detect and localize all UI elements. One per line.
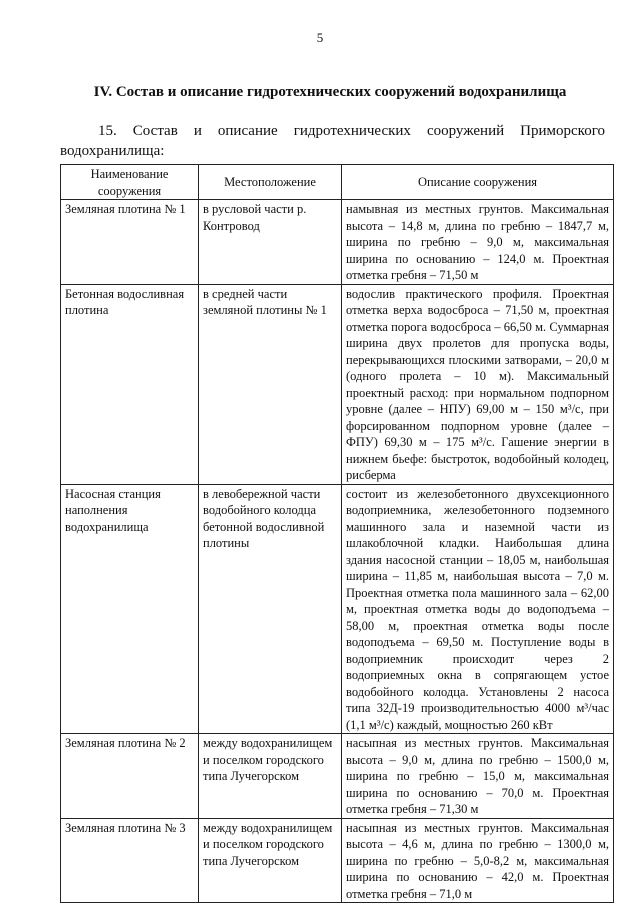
- structure-description: состоит из железобетонного двухсекционного водоприемника, железобетонного подземного машинного зала и наземной части из шлакоблочной кладки. Наибольшая длина здания насосной станции – 18,05 м, наибольшая ширина – 11,85 м, наибольшая высота – 7,0 м. Проектная отметка пола машинного зала – 62,00 м, проектная отметка воды до водоподъема – 58,00 м, проектная отметка воды после водоподъема – 69,50 м. Поступление воды в водоприемник происходит через 2 водоприемных окна в сопрягающем устое водобойного колодца. Установлены 2 насоса типа 32Д-19 производительностью 4000 м³/час (1,1 м³/с) каждый, мощностью 260 кВт: [342, 484, 614, 734]
- intro-text: 15. Состав и описание гидротехнических сооружений Приморского водохранилища:: [60, 123, 605, 159]
- structure-name: Бетонная водосливная плотина: [61, 284, 199, 484]
- intro-paragraph: [60, 121, 605, 161]
- table-body: [61, 200, 614, 903]
- structure-description: насыпная из местных грунтов. Максимальная высота – 4,6 м, длина по гребню – 1300,0 м, ширина по гребню – 5,0-8,2 м, максимальная ширина по основанию – 42,0 м. Проектная отметка гребня – 71,0 м: [342, 818, 614, 903]
- table-row: [61, 200, 614, 285]
- section-title: IV. Состав и описание гидротехнических сооружений водохранилища: [93, 84, 567, 100]
- table-row: [61, 734, 614, 819]
- table-header-row: [61, 165, 614, 200]
- structures-table: [60, 164, 614, 903]
- structure-name: Насосная станция наполнения водохранилища: [61, 484, 199, 734]
- table-row: [61, 284, 614, 484]
- structure-description: водослив практического профиля. Проектная отметка верха водосброса – 71,50 м, проектная отметка порога водосброса – 66,50 м. Суммарная ширина двух пролетов для пропуска воды, перекрывающихся плоскими затворами, – 20,0 м (одного пролета – 10 м). Максимальный проектный расход: при нормальном подпорном уровне (далее – НПУ) 69,00 м – 150 м³/с, при форсированном подпорном уровне (далее – ФПУ) 69,30 м – 175 м³/с. Гашение энергии в нижнем бьефе: быстроток, водобойный колодец, рисберма: [342, 284, 614, 484]
- header-name: Наименование сооружения: [61, 165, 199, 200]
- structure-name: Земляная плотина № 3: [61, 818, 199, 903]
- structure-name: Земляная плотина № 2: [61, 734, 199, 819]
- structure-location: в средней части земляной плотины № 1: [199, 284, 342, 484]
- header-description: Описание сооружения: [342, 165, 614, 200]
- header-location: Местоположение: [199, 165, 342, 200]
- structure-location: в левобережной части водобойного колодца бетонной водосливной плотины: [199, 484, 342, 734]
- page-number: 5: [316, 30, 324, 45]
- table-row: [61, 484, 614, 734]
- structure-description: намывная из местных грунтов. Максимальная высота – 14,8 м, длина по гребню – 1847,7 м, ширина по гребню – 9,0 м, максимальная ширина по основанию – 124,0 м. Проектная отметка гребня – 71,50 м: [342, 200, 614, 285]
- structure-name: Земляная плотина № 1: [61, 200, 199, 285]
- structure-location: между водохранилищем и поселком городского типа Лучегорском: [199, 818, 342, 903]
- structure-location: между водохранилищем и поселком городского типа Лучегорском: [199, 734, 342, 819]
- structure-location: в русловой части р. Контровод: [199, 200, 342, 285]
- structure-description: насыпная из местных грунтов. Максимальная высота – 9,0 м, длина по гребню – 1500,0 м, ширина по гребню – 15,0 м, максимальная ширина по основанию – 70,0 м. Проектная отметка гребня – 71,30 м: [342, 734, 614, 819]
- table-row: [61, 818, 614, 903]
